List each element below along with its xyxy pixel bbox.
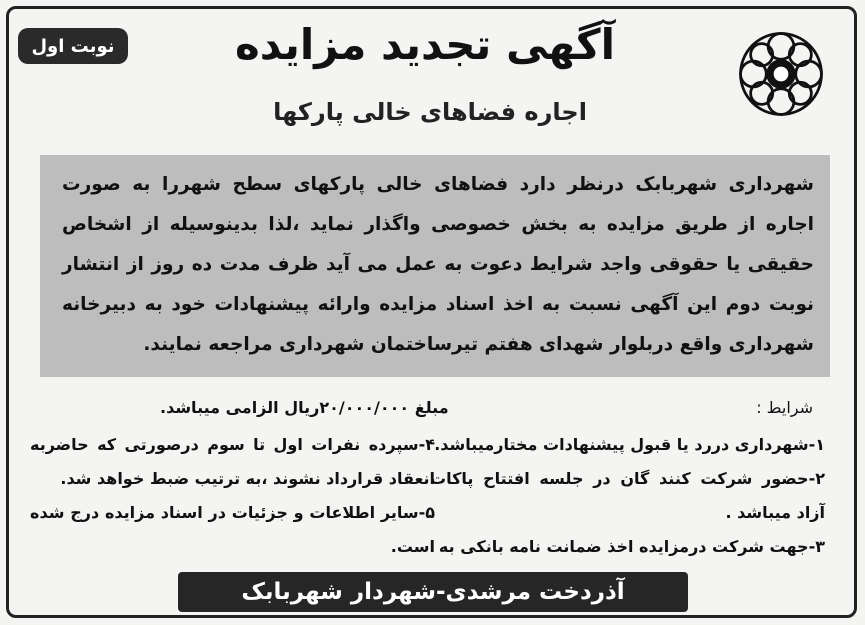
- signature-footer: آذردخت مرشدی-شهردار شهربابک: [178, 572, 688, 612]
- round-badge: نوبت اول: [18, 28, 128, 64]
- conditions-right-column: [430, 428, 825, 564]
- condition-item: ۵-سایر اطلاعات و جزئیات در اسناد مزایده درج شده است.: [30, 503, 435, 556]
- condition-item: ۳-جهت شرکت درمزایده اخذ ضمانت نامه بانکی به: [438, 537, 825, 556]
- guarantee-amount-line: مبلغ ۲۰/۰۰۰/۰۰۰ریال الزامی میباشد.: [160, 398, 449, 417]
- condition-item: ۲-حضور شرکت کنند گان در جلسه افتتاح پاکات آزاد میباشد .: [430, 469, 825, 522]
- conditions-left-column: [30, 428, 435, 564]
- condition-item: ۴-سپرده نفرات اول تا سوم درصورتی که حاضربه انعقاد قرارداد نشوند ،به ترتیب ضبط خواهد شد.: [30, 435, 435, 488]
- page-title: آگهی تجدید مزایده: [235, 20, 615, 69]
- page-subtitle: اجاره فضاهای خالی پارکها: [273, 98, 587, 126]
- condition-item: ۱-شهرداری دررد یا قبول پیشنهادات مختارمیباشد.: [434, 435, 825, 454]
- conditions-heading: شرایط :: [756, 398, 813, 417]
- municipality-logo-icon: [735, 28, 827, 120]
- main-announcement-text: شهرداری شهربابک درنظر دارد فضاهای خالی پارکهای سطح شهررا به صورت اجاره از طریق مزایده به بخش خصوصی واگذار نماید ،لذا بدینوسیله از اشخاص حقیقی یا حقوقی واجد شرایط دعوت به عمل می آید ظرف مدت ده روز از انتشار نوبت دوم این آگهی نسبت به اخذ اسناد مزایده وارائه پیشنهادات خود به دبیرخانه شهرداری واقع دربلوار شهدای هفتم تیرساختمان شهرداری مراجعه نمایند.: [62, 174, 814, 355]
